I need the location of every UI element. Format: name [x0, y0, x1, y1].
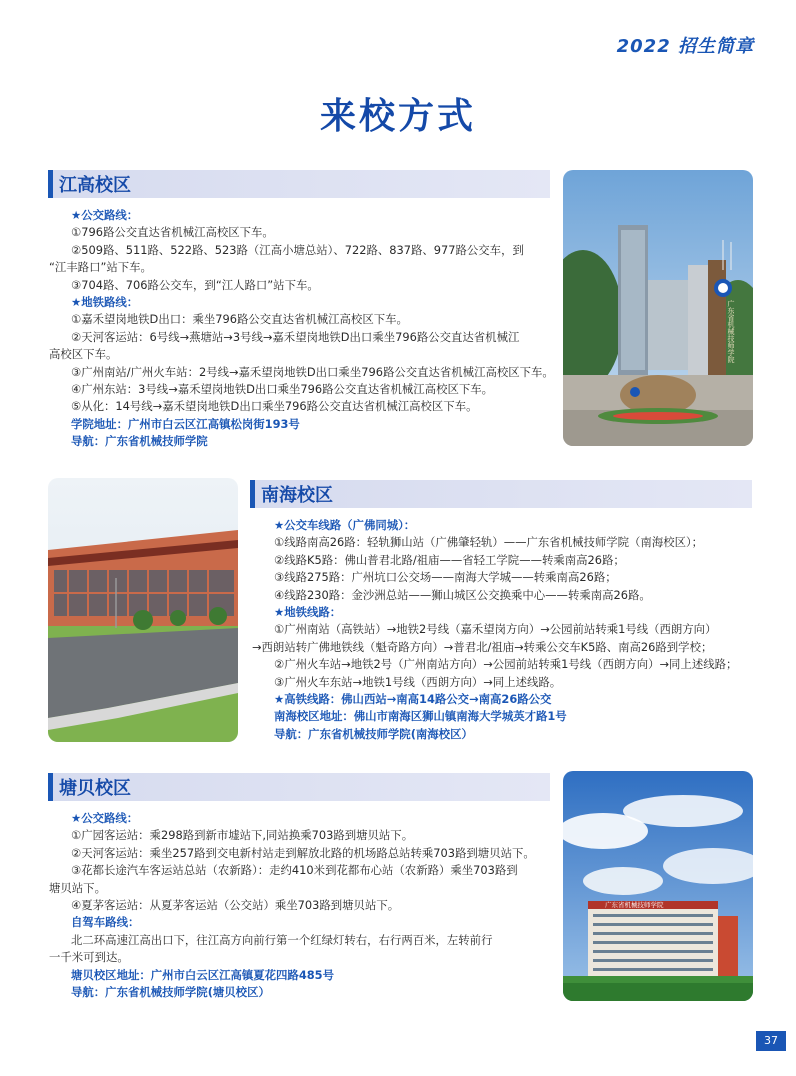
route-line: ★高铁线路：佛山西站→南高14路公交→南高26路公交 — [274, 692, 552, 707]
section-title-nanhai: 南海校区 — [261, 485, 333, 506]
campus-photo-tangbei-illustration — [563, 771, 753, 1001]
route-line: ★地铁路线： — [71, 295, 139, 310]
route-line: ★地铁线路： — [274, 605, 342, 620]
route-line: ②广州火车站→地铁2号（广州南站方向）→公园前站转乘1号线（西朗方向）→同上述线路； — [274, 657, 738, 672]
page-title: 来校方式 — [319, 96, 476, 137]
campus-photo-nanhai — [48, 478, 238, 742]
route-line: ④夏茅客运站：从夏茅客运站（公交站）乘坐703路到塘贝站下。 — [71, 898, 400, 913]
band-accent — [48, 773, 53, 801]
route-line: 高校区下车。 — [49, 347, 118, 362]
route-line: 导航：广东省机械技师学院(南海校区） — [274, 726, 473, 741]
route-line: 南海校区地址：佛山市南海区狮山镇南海大学城英才路1号 — [274, 709, 567, 724]
route-line: 北二环高速江高出口下，往江高方向前行第一个红绿灯转右，右行两百米，左转前行 — [71, 932, 493, 947]
route-line: ②线路K5路：佛山普君北路/祖庙——省轻工学院——转乘南高26路； — [274, 552, 625, 567]
route-line: ②天河客运站：6号线→燕塘站→3号线→嘉禾望岗地铁D出口乘坐796路公交直达省机械江 — [71, 329, 520, 344]
route-line: 导航：广东省机械技师学院(塘贝校区） — [71, 985, 270, 1000]
section-band-tangbei — [48, 773, 550, 801]
route-line: ②509路、511路、522路、523路（江高小塘总站）、722路、837路、977路公交车，到 — [71, 242, 524, 257]
route-line: ④线路230路：金沙洲总站——狮山城区公交换乘中心——转乘南高26路。 — [274, 587, 651, 602]
route-line: ★公交路线： — [71, 811, 139, 825]
brochure-header: 2022 招生简章 — [616, 36, 754, 57]
route-line: ★公交路线： — [71, 208, 139, 222]
route-line: ③花都长途汽车客运站总站（农新路）：走约410米到花都布心站（农新路）乘坐703路到 — [71, 863, 518, 878]
route-line: ③线路275路：广州坑口公交场——南海大学城——转乘南高26路； — [274, 570, 617, 585]
route-line: 塘贝站下。 — [49, 880, 106, 895]
page-number: 37 — [756, 1031, 786, 1051]
section-band-nanhai — [250, 480, 752, 508]
route-line: ④广州东站：3号线→嘉禾望岗地铁D出口乘坐796路公交直达省机械江高校区下车。 — [71, 382, 494, 397]
section-text-tangbei — [49, 810, 564, 1001]
route-line: ★公交车线路（广佛同城）： — [274, 518, 416, 532]
route-line: ⑤从化：14号线→嘉禾望岗地铁D出口乘坐796路公交直达省机械江高校区下车。 — [71, 399, 478, 414]
route-line: ③704路、706路公交车，到“江人路口”站下车。 — [71, 277, 319, 292]
route-line: ③广州南站/广州火车站：2号线→嘉禾望岗地铁D出口乘坐796路公交直达省机械江高校区下车。 — [71, 364, 554, 379]
route-line: →西朗站转广佛地铁线（魁奇路方向）→普君北/祖庙→转乘公交车K5路、南高26路到学校； — [252, 639, 713, 654]
campus-photo-nanhai-illustration — [48, 478, 238, 742]
route-line: ①线路南高26路：轻轨狮山站（广佛肇轻轨）——广东省机械技师学院（南海校区）； — [274, 535, 704, 550]
route-line: ③广州火车东站→地铁1号线（西朗方向）→同上述线路。 — [274, 674, 562, 689]
band-accent — [48, 170, 53, 198]
route-line: 学院地址：广州市白云区江高镇松岗街193号 — [71, 416, 300, 431]
route-line: ①嘉禾望岗地铁D出口：乘坐796路公交直达省机械江高校区下车。 — [71, 312, 408, 327]
section-title-tangbei: 塘贝校区 — [59, 778, 131, 799]
band-accent — [250, 480, 255, 508]
sign-tangbei: 广东省机械技师学院 — [605, 901, 664, 909]
route-line: ①796路公交直达省机械江高校区下车。 — [71, 225, 274, 240]
section-text-nanhai — [252, 517, 772, 743]
campus-photo-jianggao-illustration — [563, 170, 753, 446]
route-line: 导航：广东省机械技师学院 — [71, 434, 208, 449]
section-text-jianggao — [49, 207, 559, 451]
section-band-jianggao — [48, 170, 550, 198]
route-line: ②天河客运站：乘坐257路到交电新村站走到解放北路的机场路总站转乘703路到塘贝站下。 — [71, 845, 535, 860]
campus-photo-jianggao — [563, 170, 753, 446]
section-title-jianggao: 江高校区 — [59, 175, 131, 196]
route-line: 自驾车路线： — [71, 915, 140, 930]
campus-photo-tangbei — [563, 771, 753, 1001]
route-line: ①广园客运站：乘298路到新市墟站下,同站换乘703路到塘贝站下。 — [71, 828, 414, 843]
route-line: “江丰路口”站下车。 — [49, 260, 152, 275]
route-line: 一千米可到达。 — [49, 950, 129, 965]
route-line: ①广州南站（高铁站）→地铁2号线（嘉禾望岗方向）→公园前站转乘1号线（西朗方向） — [274, 622, 717, 637]
route-line: 塘贝校区地址：广州市白云区江高镇夏花四路485号 — [71, 967, 334, 982]
sign-jianggao: 广东省机械技师学院 — [727, 300, 735, 363]
